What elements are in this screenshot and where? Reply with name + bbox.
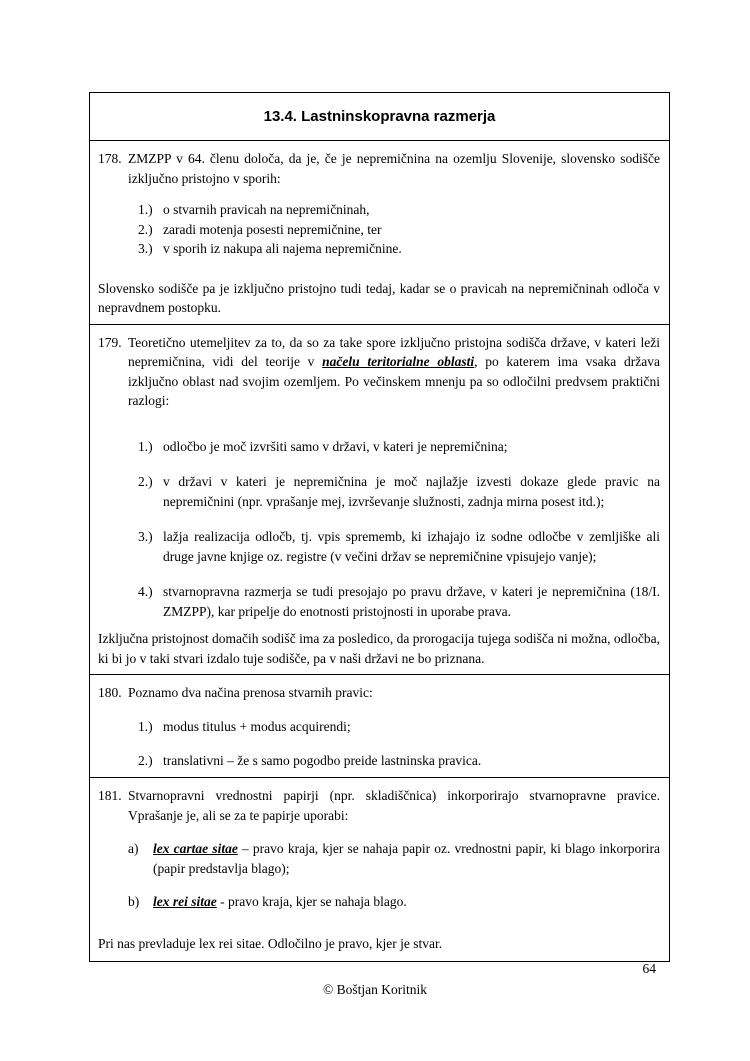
item-178-outro: Slovensko sodišče pa je izključno pristojno tudi tedaj, kadar se o pravicah na nepremičninah odloča v nepravdnem postopku.: [98, 280, 660, 315]
list-item-text: stvarnopravna razmerja se tudi presojajo po pravu države, v kateri je nepremičnina (18/I. ZMZPP), kar pripelje do enotnosti pristojnosti in uporabe prava.: [163, 584, 660, 619]
intro-text-pre: Teoretično utemeljitev za to, da so za take spore izključno pristojna sodišča države, v kateri leži nepremičnina, vidi del teorije v: [128, 334, 660, 369]
item-181-list: [128, 839, 660, 912]
item-179-intro: [128, 333, 660, 411]
list-item-text: [153, 839, 660, 878]
item-179-head: [98, 333, 660, 411]
item-179-outro: Izključna pristojnost domačih sodišč ima za posledico, da prorogacija tujega sodišča ni možna, odločba, ki bi jo v taki stvari izdalo tuje sodišče, pa v naši državi ne bo priznana.: [98, 631, 660, 666]
list-item-marker: 2.): [138, 221, 153, 237]
emphasized-phrase: lex rei sitae: [153, 894, 217, 909]
list-item: [138, 751, 660, 771]
item-178-head: [98, 149, 660, 188]
list-item-marker: b): [128, 894, 140, 909]
list-item: [138, 582, 660, 621]
section-title-row: [90, 93, 669, 140]
item-180-number: 180.: [98, 685, 122, 700]
list-item-marker: 2.): [138, 474, 153, 489]
emphasized-phrase: načelu teritorialne oblasti: [322, 354, 475, 369]
item-181-outro: Pri nas prevladuje lex rei sitae. Odločilno je pravo, kjer je stvar.: [98, 935, 443, 951]
section-title: 13.4. Lastninskopravna razmerja: [263, 107, 496, 125]
list-item-text: o stvarnih pravicah na nepremičninah,: [163, 202, 370, 217]
item-180-intro: Poznamo dva načina prenosa stvarnih pravic:: [128, 685, 373, 700]
item-181-intro: Stvarnopravni vrednostni papirji (npr. skladiščnica) inkorporirajo stvarnopravne pravice. Vprašanje je, ali se za te papirje uporabi:: [128, 788, 660, 823]
list-item-marker: 3.): [138, 529, 153, 544]
list-item: [138, 239, 660, 259]
item-181-head: [98, 786, 660, 825]
list-item-marker: 1.): [138, 438, 153, 454]
list-item-text: lažja realizacija odločb, tj. vpis sprememb, ki izhajajo iz sodne odločbe v zemljiške ali druge javne knjige oz. registre (v večini držav se nepremičnine vpisujejo vanje);: [163, 529, 660, 564]
footer-copyright: © Boštjan Koritnik: [322, 982, 427, 997]
list-item: [128, 892, 660, 912]
list-item-text: zaradi motenja posesti nepremičnine, ter: [163, 221, 382, 237]
list-item: [138, 220, 660, 240]
content-table: [89, 92, 670, 962]
list-item-text: modus titulus + modus acquirendi;: [163, 718, 351, 734]
list-item-marker: 3.): [138, 241, 153, 256]
list-item-text: translativni – že s samo pogodbo preide lastninska pravica.: [163, 753, 482, 768]
list-item-marker: 4.): [138, 584, 153, 599]
item-178-intro: ZMZPP v 64. členu določa, da je, če je nepremičnina na ozemlju Slovenije, slovensko sodišče izključno pristojno v sporih:: [128, 151, 660, 186]
item-178-number: 178.: [98, 151, 122, 166]
item-178-list: [138, 200, 660, 259]
list-item: [138, 437, 660, 457]
list-item: [138, 200, 660, 220]
list-item-text: [153, 892, 660, 912]
list-item: [138, 717, 660, 737]
item-180-list: [138, 717, 660, 771]
list-item-marker: a): [128, 841, 139, 856]
item-181: [90, 777, 669, 961]
list-item-marker: 1.): [138, 718, 153, 734]
item-179-number: 179.: [98, 334, 122, 350]
list-item: [138, 527, 660, 566]
list-item-rest: - pravo kraja, kjer se nahaja blago.: [216, 894, 407, 909]
item-180-head: [98, 683, 660, 703]
page-number: 64: [642, 961, 656, 976]
item-179-list: [138, 437, 660, 622]
item-180: [90, 674, 669, 777]
emphasized-phrase: lex cartae sitae: [153, 841, 238, 856]
list-item-rest: – pravo kraja, kjer se nahaja papir oz. vrednostni papir, ki blago inkorporira (papir predstavlja blago);: [153, 841, 660, 876]
list-item-marker: 2.): [138, 753, 153, 768]
list-item-text: v sporih iz nakupa ali najema nepremičnine.: [163, 241, 402, 256]
list-item-marker: 1.): [138, 202, 153, 217]
item-179: [90, 324, 669, 675]
item-181-number: 181.: [98, 788, 122, 803]
list-item-text: odločbo je moč izvršiti samo v državi, v kateri je nepremičnina;: [163, 438, 508, 454]
item-178: [90, 140, 669, 324]
list-item: [128, 839, 660, 878]
list-item-text: v državi v kateri je nepremičnina je moč najlažje izvesti dokaze glede pravic na nepremičnini (npr. vprašanje mej, izvrševanje služnosti, zadnja mirna posest itd.);: [163, 474, 660, 509]
list-item: [138, 472, 660, 511]
intro-text-post: , po katerem ima vsaka država izključno oblast nad svojim ozemljem. Po večinskem mnenju pa so odločilni predvsem praktični razlogi:: [128, 354, 660, 408]
